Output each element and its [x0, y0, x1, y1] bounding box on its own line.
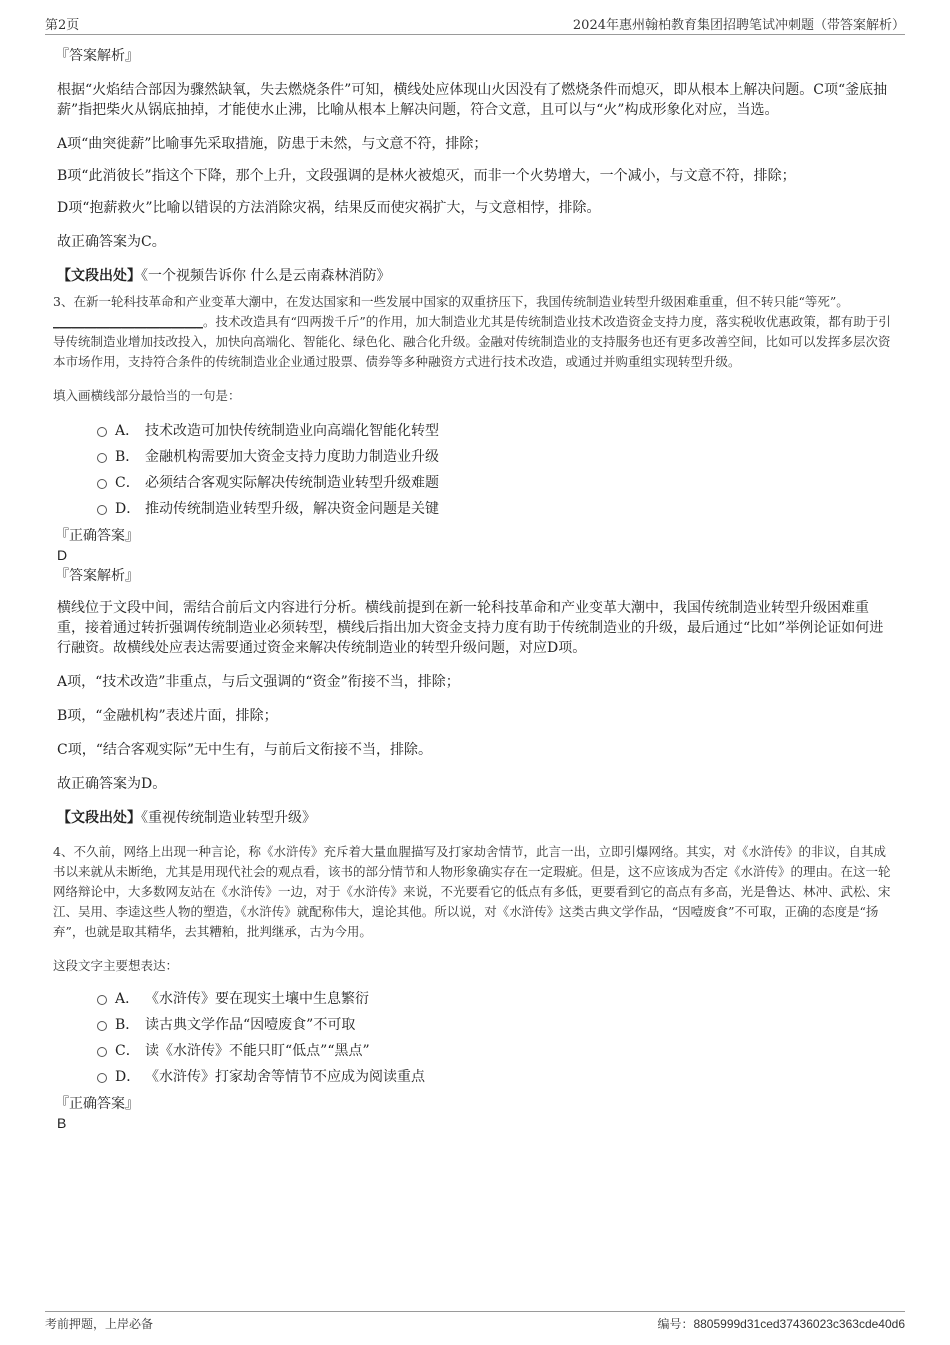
footer-code-value: 8805999d31ced37436023c363cde40d6 [693, 1317, 905, 1331]
q4-stem: 4、不久前，网络上出现一种言论，称《水浒传》充斥着大量血腥描写及打家劫舍情节，此言一出，立即引爆网络。其实，对《水浒传》的非议，自其成书以来就从未断绝，尤其是用现代社会的观点看，该书的部分情节和人物形象确实存在一定瑕疵。但是，这不应该成为否定《水浒传》的理由。在这一轮网络辩论中，大多数网友站在《水浒传》一边，对于《水浒传》来说，不光要看它的低点有多低，更要看到它的高点有多高，光是鲁达、林冲、武松、宋江、吴用、李逵这些人物的塑造，《水浒传》就配称伟大，遑论其他。所以说，对《水浒传》这类古典文学作品，“因噎废食”不可取，正确的态度是“扬弃”，也就是取其精华，去其糟粕，批判继承，古为今用。 [53, 844, 891, 939]
footer-code-label: 编号： [657, 1317, 694, 1331]
q3-stem [53, 292, 893, 372]
radio-button[interactable] [97, 1021, 107, 1031]
q3-answer-label: 『正确答案』 [55, 528, 139, 544]
q3-analysis-c: C项，“结合客观实际”无中生有，与前后文衔接不当，排除。 [57, 742, 433, 758]
q3-answer: D [57, 547, 68, 563]
q3-option-c[interactable]: C． 必须结合客观实际解决传统制造业转型升级难题 [57, 470, 893, 496]
q3-analysis-p1: 横线位于文段中间，需结合前后文内容进行分析。横线前提到在新一轮科技革命和产业变革大潮中，我国传统制造业转型升级困难重重，接着通过转折强调传统制造业必须转型，横线后指出加大资金支持力度有助于传统制造业的升级，最后通过“比如”举例论证如何进行融资。故横线处应表达需要通过资金来解决传统制造业的转型升级问题，对应D项。 [57, 600, 884, 656]
q3-analysis-a: A项，“技术改造”非重点，与后文强调的“资金”衔接不当，排除； [57, 674, 460, 690]
q3-conclusion: 故正确答案为D。 [57, 776, 167, 792]
q4-options [57, 986, 893, 1090]
q3-source-label: 【文段出处】 [57, 810, 141, 826]
q4-answer: B [57, 1115, 67, 1131]
page-footer [45, 1311, 905, 1332]
q3-stem-rest: 。技术改造具有“四两拨千斤”的作用，加大制造业尤其是传统制造业技术改造资金支持力度，落实税收优惠政策，都有助于引导传统制造业增加技改投入，加快向高端化、智能化、绿色化、融合化升级。金融对传统制造业的支持服务也还有更多改善空间，比如可以发挥多层次资本市场作用，支持符合条件的传统制造业企业通过股票、债券等多种融资方式进行技术改造，或通过并购重组实现转型升级。 [53, 314, 891, 369]
radio-button[interactable] [97, 427, 107, 437]
q3-analysis-b: B项，“金融机构”表述片面，排除； [57, 708, 278, 724]
q3-option-b[interactable]: B． 金融机构需要加大资金支持力度助力制造业升级 [57, 444, 893, 470]
q2-analysis-b: B项“此消彼长”指这个下降，那个上升，文段强调的是林火被熄灭，而非一个火势增大，一个减小，与文意不符，排除； [57, 168, 796, 184]
page-number: 第2页 [45, 18, 80, 33]
q3-option-d[interactable]: D． 推动传统制造业转型升级，解决资金问题是关键 [57, 496, 893, 522]
q2-source-title: 《一个视频告诉你 什么是云南森林消防》 [141, 268, 391, 284]
q2-analysis-d: D项“抱薪救火”比喻以错误的方法消除灾祸，结果反而使灾祸扩大，与文意相悖，排除。 [57, 200, 601, 216]
q3-blank: ________________________ [53, 314, 203, 329]
footer-code [657, 1315, 905, 1332]
q2-source [57, 266, 893, 286]
q3-options [57, 418, 893, 522]
radio-button[interactable] [97, 995, 107, 1005]
document-title: 2024年惠州翰柏教育集团招聘笔试冲刺题（带答案解析） [572, 18, 905, 33]
q4-option-b[interactable]: B． 读古典文学作品“因噎废食”不可取 [57, 1012, 893, 1038]
q4-answer-label: 『正确答案』 [55, 1096, 139, 1112]
q2-analysis-a: A项“曲突徙薪”比喻事先采取措施，防患于未然，与文意不符，排除； [57, 136, 488, 152]
q2-source-label: 【文段出处】 [57, 268, 141, 284]
q4-option-c[interactable]: C． 读《水浒传》不能只盯“低点”“黑点” [57, 1038, 893, 1064]
footer-slogan: 考前押题，上岸必备 [45, 1317, 154, 1331]
q3-prompt: 填入画横线部分最恰当的一句是： [53, 388, 241, 403]
q3-source-title: 《重视传统制造业转型升级》 [141, 810, 316, 826]
q2-analysis-p1: 根据“火焰结合部因为骤然缺氧，失去燃烧条件”可知，横线处应体现山火因没有了燃烧条件而熄灭，即从根本上解决问题。C项“釜底抽薪”指把柴火从锅底抽掉，才能使水止沸，比喻从根本上解决问题，符合文意，且可以与“火”构成形象化对应，当选。 [57, 82, 888, 118]
radio-button[interactable] [97, 1047, 107, 1057]
radio-button[interactable] [97, 479, 107, 489]
q2-conclusion: 故正确答案为C。 [57, 234, 166, 250]
q4-prompt: 这段文字主要想表达： [53, 958, 179, 973]
q4-option-a[interactable]: A． 《水浒传》要在现实土壤中生息繁衍 [57, 986, 893, 1012]
radio-button[interactable] [97, 505, 107, 515]
page-header [45, 12, 905, 35]
q4-option-d[interactable]: D． 《水浒传》打家劫舍等情节不应成为阅读重点 [57, 1064, 893, 1090]
q3-source [57, 808, 893, 828]
q3-option-a[interactable]: A． 技术改造可加快传统制造业向高端化智能化转型 [57, 418, 893, 444]
page-content [53, 46, 893, 1132]
q2-analysis-label: 『答案解析』 [55, 48, 139, 64]
q3-analysis-label: 『答案解析』 [55, 568, 139, 584]
radio-button[interactable] [97, 1073, 107, 1083]
radio-button[interactable] [97, 453, 107, 463]
q3-stem-text: 3、在新一轮科技革命和产业变革大潮中，在发达国家和一些发展中国家的双重挤压下，我国传统制造业转型升级困难重重，但不转只能“等死”。 [53, 294, 849, 309]
